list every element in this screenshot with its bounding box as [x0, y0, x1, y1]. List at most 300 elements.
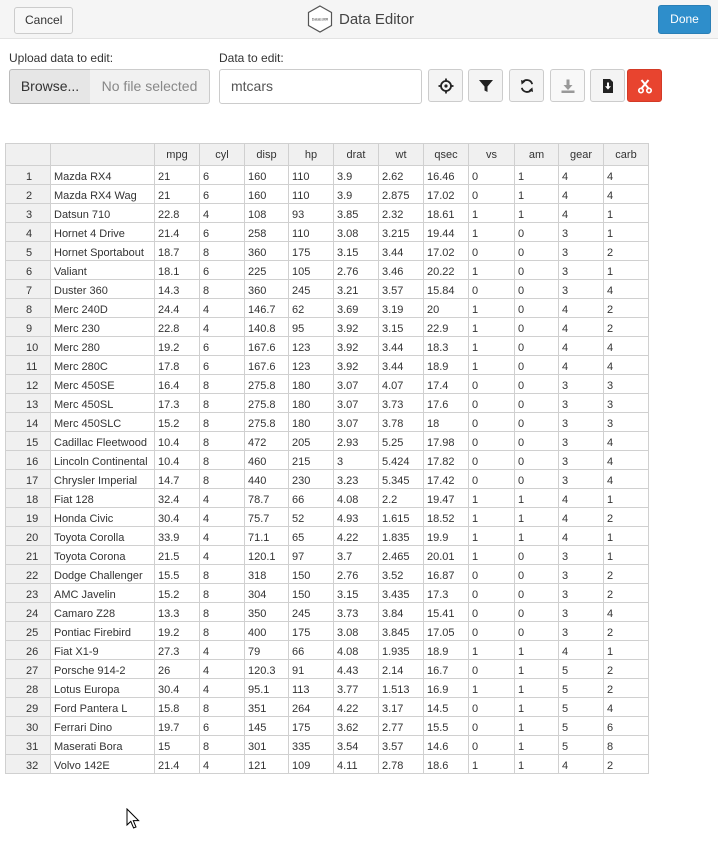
table-cell[interactable]: 5.424: [379, 451, 424, 470]
table-cell[interactable]: 17.4: [424, 375, 469, 394]
row-name-cell[interactable]: Lotus Europa: [51, 679, 155, 698]
table-cell[interactable]: 175: [289, 717, 334, 736]
table-cell[interactable]: 0: [515, 318, 559, 337]
table-cell[interactable]: 1: [469, 755, 515, 774]
table-cell[interactable]: 472: [245, 432, 289, 451]
table-cell[interactable]: 0: [515, 337, 559, 356]
table-cell[interactable]: 120.3: [245, 660, 289, 679]
row-name-cell[interactable]: Datsun 710: [51, 204, 155, 223]
table-cell[interactable]: 360: [245, 280, 289, 299]
table-cell[interactable]: 32.4: [155, 489, 200, 508]
table-cell[interactable]: 3.44: [379, 356, 424, 375]
table-cell[interactable]: 440: [245, 470, 289, 489]
table-cell[interactable]: 15.41: [424, 603, 469, 622]
row-number[interactable]: 10: [6, 337, 51, 356]
done-button[interactable]: Done: [658, 5, 711, 34]
table-cell[interactable]: 3.9: [334, 185, 379, 204]
table-cell[interactable]: 0: [469, 622, 515, 641]
table-cell[interactable]: 0: [469, 470, 515, 489]
table-cell[interactable]: 2: [604, 622, 649, 641]
table-cell[interactable]: 2: [604, 508, 649, 527]
table-cell[interactable]: 78.7: [245, 489, 289, 508]
table-cell[interactable]: 0: [515, 299, 559, 318]
filter-button[interactable]: [468, 69, 503, 102]
table-cell[interactable]: 4.08: [334, 489, 379, 508]
table-cell[interactable]: 5.25: [379, 432, 424, 451]
table-cell[interactable]: 275.8: [245, 394, 289, 413]
table-cell[interactable]: 1: [515, 508, 559, 527]
table-cell[interactable]: 4.22: [334, 527, 379, 546]
table-cell[interactable]: 17.3: [424, 584, 469, 603]
row-number[interactable]: 13: [6, 394, 51, 413]
row-name-cell[interactable]: Mazda RX4: [51, 166, 155, 185]
table-cell[interactable]: 17.02: [424, 185, 469, 204]
row-number[interactable]: 21: [6, 546, 51, 565]
row-number[interactable]: 23: [6, 584, 51, 603]
row-number[interactable]: 12: [6, 375, 51, 394]
column-header[interactable]: mpg: [155, 144, 200, 166]
table-cell[interactable]: 1: [469, 223, 515, 242]
table-cell[interactable]: 22.8: [155, 318, 200, 337]
table-cell[interactable]: 91: [289, 660, 334, 679]
table-cell[interactable]: 4: [200, 755, 245, 774]
table-cell[interactable]: 18.1: [155, 261, 200, 280]
column-header[interactable]: carb: [604, 144, 649, 166]
table-cell[interactable]: 1: [515, 660, 559, 679]
table-cell[interactable]: 3.92: [334, 356, 379, 375]
table-cell[interactable]: 95.1: [245, 679, 289, 698]
table-cell[interactable]: 0: [469, 660, 515, 679]
table-cell[interactable]: 18.7: [155, 242, 200, 261]
table-cell[interactable]: 15.5: [424, 717, 469, 736]
table-cell[interactable]: 3.07: [334, 375, 379, 394]
row-number[interactable]: 17: [6, 470, 51, 489]
table-cell[interactable]: 2.77: [379, 717, 424, 736]
table-cell[interactable]: 4: [604, 185, 649, 204]
table-cell[interactable]: 1.615: [379, 508, 424, 527]
table-cell[interactable]: 1: [469, 546, 515, 565]
table-cell[interactable]: 19.9: [424, 527, 469, 546]
row-number[interactable]: 22: [6, 565, 51, 584]
table-cell[interactable]: 3.73: [379, 394, 424, 413]
table-cell[interactable]: 3.84: [379, 603, 424, 622]
table-cell[interactable]: 3.85: [334, 204, 379, 223]
table-cell[interactable]: 121: [245, 755, 289, 774]
table-cell[interactable]: 4: [200, 318, 245, 337]
row-number[interactable]: 31: [6, 736, 51, 755]
table-cell[interactable]: 3.845: [379, 622, 424, 641]
table-cell[interactable]: 351: [245, 698, 289, 717]
table-cell[interactable]: 0: [515, 451, 559, 470]
table-cell[interactable]: 0: [515, 622, 559, 641]
table-cell[interactable]: 2.32: [379, 204, 424, 223]
row-number[interactable]: 26: [6, 641, 51, 660]
table-cell[interactable]: 17.6: [424, 394, 469, 413]
table-cell[interactable]: 17.05: [424, 622, 469, 641]
column-header[interactable]: cyl: [200, 144, 245, 166]
table-cell[interactable]: 0: [515, 565, 559, 584]
table-cell[interactable]: 21: [155, 166, 200, 185]
table-cell[interactable]: 4.93: [334, 508, 379, 527]
table-cell[interactable]: 6: [200, 356, 245, 375]
table-cell[interactable]: 2.76: [334, 261, 379, 280]
table-cell[interactable]: 4: [604, 166, 649, 185]
row-number[interactable]: 24: [6, 603, 51, 622]
row-number[interactable]: 32: [6, 755, 51, 774]
row-number[interactable]: 19: [6, 508, 51, 527]
table-cell[interactable]: 2.875: [379, 185, 424, 204]
table-cell[interactable]: 8: [200, 375, 245, 394]
table-cell[interactable]: 264: [289, 698, 334, 717]
table-cell[interactable]: 66: [289, 489, 334, 508]
table-cell[interactable]: 5: [559, 736, 604, 755]
table-cell[interactable]: 140.8: [245, 318, 289, 337]
table-cell[interactable]: 15.2: [155, 584, 200, 603]
row-name-cell[interactable]: Camaro Z28: [51, 603, 155, 622]
table-cell[interactable]: 0: [469, 242, 515, 261]
table-cell[interactable]: 3: [559, 261, 604, 280]
row-name-cell[interactable]: Fiat X1-9: [51, 641, 155, 660]
table-cell[interactable]: 2.14: [379, 660, 424, 679]
table-cell[interactable]: 20.01: [424, 546, 469, 565]
row-number[interactable]: 29: [6, 698, 51, 717]
table-cell[interactable]: 4: [200, 546, 245, 565]
table-cell[interactable]: 4: [559, 185, 604, 204]
table-cell[interactable]: 19.47: [424, 489, 469, 508]
table-cell[interactable]: 4.22: [334, 698, 379, 717]
column-header[interactable]: disp: [245, 144, 289, 166]
table-cell[interactable]: 3.52: [379, 565, 424, 584]
table-cell[interactable]: 3.17: [379, 698, 424, 717]
table-cell[interactable]: 105: [289, 261, 334, 280]
table-cell[interactable]: 1.835: [379, 527, 424, 546]
table-cell[interactable]: 225: [245, 261, 289, 280]
table-cell[interactable]: 2.465: [379, 546, 424, 565]
table-cell[interactable]: 1: [515, 527, 559, 546]
table-cell[interactable]: 3.92: [334, 318, 379, 337]
table-cell[interactable]: 180: [289, 394, 334, 413]
table-cell[interactable]: 0: [469, 717, 515, 736]
table-cell[interactable]: 8: [200, 603, 245, 622]
table-cell[interactable]: 0: [515, 546, 559, 565]
table-cell[interactable]: 4: [200, 679, 245, 698]
table-cell[interactable]: 18.61: [424, 204, 469, 223]
table-cell[interactable]: 2.2: [379, 489, 424, 508]
table-cell[interactable]: 1: [469, 318, 515, 337]
table-cell[interactable]: 6: [200, 337, 245, 356]
save-button[interactable]: [590, 69, 625, 102]
table-cell[interactable]: 1: [469, 261, 515, 280]
table-cell[interactable]: 27.3: [155, 641, 200, 660]
table-cell[interactable]: 1: [469, 489, 515, 508]
table-cell[interactable]: 360: [245, 242, 289, 261]
table-cell[interactable]: 3: [559, 565, 604, 584]
table-cell[interactable]: 19.2: [155, 622, 200, 641]
table-cell[interactable]: 71.1: [245, 527, 289, 546]
table-cell[interactable]: 3.08: [334, 622, 379, 641]
table-cell[interactable]: 22.8: [155, 204, 200, 223]
table-cell[interactable]: 20.22: [424, 261, 469, 280]
table-cell[interactable]: 15.5: [155, 565, 200, 584]
table-cell[interactable]: 4: [559, 166, 604, 185]
column-header[interactable]: gear: [559, 144, 604, 166]
table-cell[interactable]: 5.345: [379, 470, 424, 489]
table-cell[interactable]: 2: [604, 679, 649, 698]
table-cell[interactable]: 1: [469, 641, 515, 660]
table-cell[interactable]: 15.2: [155, 413, 200, 432]
table-cell[interactable]: 1: [604, 641, 649, 660]
table-cell[interactable]: 3.215: [379, 223, 424, 242]
table-cell[interactable]: 0: [469, 736, 515, 755]
table-cell[interactable]: 0: [515, 356, 559, 375]
table-cell[interactable]: 110: [289, 223, 334, 242]
table-cell[interactable]: 8: [200, 736, 245, 755]
table-cell[interactable]: 3.435: [379, 584, 424, 603]
browse-button[interactable]: Browse...: [9, 69, 91, 104]
table-cell[interactable]: 18: [424, 413, 469, 432]
table-cell[interactable]: 62: [289, 299, 334, 318]
table-cell[interactable]: 160: [245, 185, 289, 204]
table-cell[interactable]: 245: [289, 603, 334, 622]
table-cell[interactable]: 2: [604, 660, 649, 679]
table-cell[interactable]: 1: [515, 204, 559, 223]
row-name-cell[interactable]: Duster 360: [51, 280, 155, 299]
row-number[interactable]: 3: [6, 204, 51, 223]
table-cell[interactable]: 22.9: [424, 318, 469, 337]
table-cell[interactable]: 24.4: [155, 299, 200, 318]
table-cell[interactable]: 304: [245, 584, 289, 603]
table-cell[interactable]: 3: [559, 413, 604, 432]
table-cell[interactable]: 150: [289, 565, 334, 584]
table-cell[interactable]: 3: [604, 413, 649, 432]
table-cell[interactable]: 8: [200, 565, 245, 584]
table-cell[interactable]: 5: [559, 717, 604, 736]
row-name-cell[interactable]: Cadillac Fleetwood: [51, 432, 155, 451]
row-name-cell[interactable]: Pontiac Firebird: [51, 622, 155, 641]
table-cell[interactable]: 8: [200, 698, 245, 717]
table-cell[interactable]: 8: [200, 451, 245, 470]
table-cell[interactable]: 113: [289, 679, 334, 698]
table-cell[interactable]: 245: [289, 280, 334, 299]
table-cell[interactable]: 95: [289, 318, 334, 337]
row-number[interactable]: 14: [6, 413, 51, 432]
table-cell[interactable]: 3.78: [379, 413, 424, 432]
table-cell[interactable]: 93: [289, 204, 334, 223]
sync-button[interactable]: [509, 69, 544, 102]
table-cell[interactable]: 4.07: [379, 375, 424, 394]
table-cell[interactable]: 0: [469, 603, 515, 622]
table-cell[interactable]: 215: [289, 451, 334, 470]
row-name-cell[interactable]: Toyota Corona: [51, 546, 155, 565]
table-cell[interactable]: 2.78: [379, 755, 424, 774]
cut-button[interactable]: [627, 69, 662, 102]
table-cell[interactable]: 0: [469, 185, 515, 204]
table-cell[interactable]: 123: [289, 356, 334, 375]
table-cell[interactable]: 3.57: [379, 736, 424, 755]
table-cell[interactable]: 3: [559, 451, 604, 470]
row-number[interactable]: 9: [6, 318, 51, 337]
row-name-cell[interactable]: Merc 450SLC: [51, 413, 155, 432]
row-name-cell[interactable]: Ford Pantera L: [51, 698, 155, 717]
column-header[interactable]: hp: [289, 144, 334, 166]
table-cell[interactable]: 8: [200, 394, 245, 413]
table-cell[interactable]: 110: [289, 166, 334, 185]
table-cell[interactable]: 8: [200, 584, 245, 603]
table-cell[interactable]: 110: [289, 185, 334, 204]
table-cell[interactable]: 26: [155, 660, 200, 679]
table-cell[interactable]: 4: [604, 603, 649, 622]
download-button[interactable]: [550, 69, 585, 102]
table-cell[interactable]: 2: [604, 565, 649, 584]
table-cell[interactable]: 4.43: [334, 660, 379, 679]
table-cell[interactable]: 0: [515, 280, 559, 299]
table-cell[interactable]: 0: [515, 242, 559, 261]
table-cell[interactable]: 1: [604, 261, 649, 280]
table-cell[interactable]: 18.52: [424, 508, 469, 527]
table-cell[interactable]: 3.15: [379, 318, 424, 337]
table-cell[interactable]: 1: [604, 527, 649, 546]
table-cell[interactable]: 4: [604, 470, 649, 489]
table-cell[interactable]: 0: [469, 166, 515, 185]
table-cell[interactable]: 4: [559, 641, 604, 660]
table-cell[interactable]: 2.93: [334, 432, 379, 451]
table-cell[interactable]: 175: [289, 622, 334, 641]
table-cell[interactable]: 3.54: [334, 736, 379, 755]
table-cell[interactable]: 17.82: [424, 451, 469, 470]
table-cell[interactable]: 0: [515, 584, 559, 603]
table-cell[interactable]: 10.4: [155, 451, 200, 470]
table-cell[interactable]: 1: [469, 356, 515, 375]
table-cell[interactable]: 2.62: [379, 166, 424, 185]
row-number[interactable]: 20: [6, 527, 51, 546]
table-cell[interactable]: 4: [200, 660, 245, 679]
table-cell[interactable]: 180: [289, 413, 334, 432]
table-cell[interactable]: 6: [200, 166, 245, 185]
table-cell[interactable]: 3.07: [334, 413, 379, 432]
table-cell[interactable]: 79: [245, 641, 289, 660]
table-cell[interactable]: 3.15: [334, 242, 379, 261]
table-cell[interactable]: 8: [200, 280, 245, 299]
table-cell[interactable]: 150: [289, 584, 334, 603]
table-cell[interactable]: 17.02: [424, 242, 469, 261]
table-cell[interactable]: 0: [515, 261, 559, 280]
table-cell[interactable]: 0: [515, 394, 559, 413]
table-cell[interactable]: 6: [200, 261, 245, 280]
table-cell[interactable]: 1: [515, 489, 559, 508]
dataset-input[interactable]: mtcars: [219, 69, 422, 104]
table-cell[interactable]: 0: [469, 413, 515, 432]
table-cell[interactable]: 3.19: [379, 299, 424, 318]
table-cell[interactable]: 21.4: [155, 223, 200, 242]
row-number[interactable]: 6: [6, 261, 51, 280]
table-cell[interactable]: 0: [469, 565, 515, 584]
table-cell[interactable]: 16.46: [424, 166, 469, 185]
table-cell[interactable]: 75.7: [245, 508, 289, 527]
table-cell[interactable]: 17.8: [155, 356, 200, 375]
table-cell[interactable]: 4: [200, 204, 245, 223]
table-cell[interactable]: 17.42: [424, 470, 469, 489]
row-name-cell[interactable]: Valiant: [51, 261, 155, 280]
row-name-cell[interactable]: Merc 230: [51, 318, 155, 337]
table-cell[interactable]: 0: [469, 432, 515, 451]
table-cell[interactable]: 4: [200, 527, 245, 546]
row-name-cell[interactable]: Toyota Corolla: [51, 527, 155, 546]
table-cell[interactable]: 3: [559, 622, 604, 641]
table-cell[interactable]: 3.15: [334, 584, 379, 603]
table-cell[interactable]: 1: [515, 185, 559, 204]
table-cell[interactable]: 6: [604, 717, 649, 736]
table-cell[interactable]: 301: [245, 736, 289, 755]
table-cell[interactable]: 120.1: [245, 546, 289, 565]
table-cell[interactable]: 1: [515, 166, 559, 185]
table-cell[interactable]: 5: [559, 679, 604, 698]
table-cell[interactable]: 14.6: [424, 736, 469, 755]
table-cell[interactable]: 350: [245, 603, 289, 622]
table-cell[interactable]: 18.9: [424, 356, 469, 375]
table-cell[interactable]: 16.87: [424, 565, 469, 584]
table-cell[interactable]: 16.9: [424, 679, 469, 698]
table-cell[interactable]: 18.3: [424, 337, 469, 356]
table-cell[interactable]: 4: [559, 755, 604, 774]
table-cell[interactable]: 167.6: [245, 337, 289, 356]
table-cell[interactable]: 4: [200, 508, 245, 527]
table-cell[interactable]: 5: [559, 660, 604, 679]
table-cell[interactable]: 3: [559, 223, 604, 242]
table-cell[interactable]: 14.5: [424, 698, 469, 717]
table-cell[interactable]: 4.11: [334, 755, 379, 774]
column-header[interactable]: wt: [379, 144, 424, 166]
table-cell[interactable]: 14.3: [155, 280, 200, 299]
row-name-cell[interactable]: Merc 240D: [51, 299, 155, 318]
data-table[interactable]: [5, 143, 649, 774]
table-cell[interactable]: 275.8: [245, 413, 289, 432]
table-cell[interactable]: 0: [515, 432, 559, 451]
row-name-cell[interactable]: Ferrari Dino: [51, 717, 155, 736]
table-cell[interactable]: 230: [289, 470, 334, 489]
table-cell[interactable]: 4: [604, 337, 649, 356]
table-cell[interactable]: 3: [559, 584, 604, 603]
row-name-cell[interactable]: Lincoln Continental: [51, 451, 155, 470]
table-cell[interactable]: 1: [604, 223, 649, 242]
table-cell[interactable]: 275.8: [245, 375, 289, 394]
table-cell[interactable]: 33.9: [155, 527, 200, 546]
table-cell[interactable]: 1: [604, 546, 649, 565]
row-name-cell[interactable]: Fiat 128: [51, 489, 155, 508]
table-cell[interactable]: 30.4: [155, 508, 200, 527]
table-cell[interactable]: 3.69: [334, 299, 379, 318]
table-cell[interactable]: 1: [515, 736, 559, 755]
table-cell[interactable]: 4: [604, 451, 649, 470]
table-cell[interactable]: 21: [155, 185, 200, 204]
table-cell[interactable]: 1: [515, 755, 559, 774]
table-cell[interactable]: 1.513: [379, 679, 424, 698]
table-cell[interactable]: 109: [289, 755, 334, 774]
table-cell[interactable]: 3.21: [334, 280, 379, 299]
row-name-cell[interactable]: Chrysler Imperial: [51, 470, 155, 489]
table-cell[interactable]: 4: [604, 356, 649, 375]
table-cell[interactable]: 14.7: [155, 470, 200, 489]
table-cell[interactable]: 4: [604, 698, 649, 717]
table-cell[interactable]: 4.08: [334, 641, 379, 660]
row-number[interactable]: 5: [6, 242, 51, 261]
table-cell[interactable]: 66: [289, 641, 334, 660]
table-cell[interactable]: 52: [289, 508, 334, 527]
row-number[interactable]: 4: [6, 223, 51, 242]
table-cell[interactable]: 4: [559, 527, 604, 546]
table-cell[interactable]: 205: [289, 432, 334, 451]
table-cell[interactable]: 180: [289, 375, 334, 394]
table-cell[interactable]: 1: [469, 508, 515, 527]
